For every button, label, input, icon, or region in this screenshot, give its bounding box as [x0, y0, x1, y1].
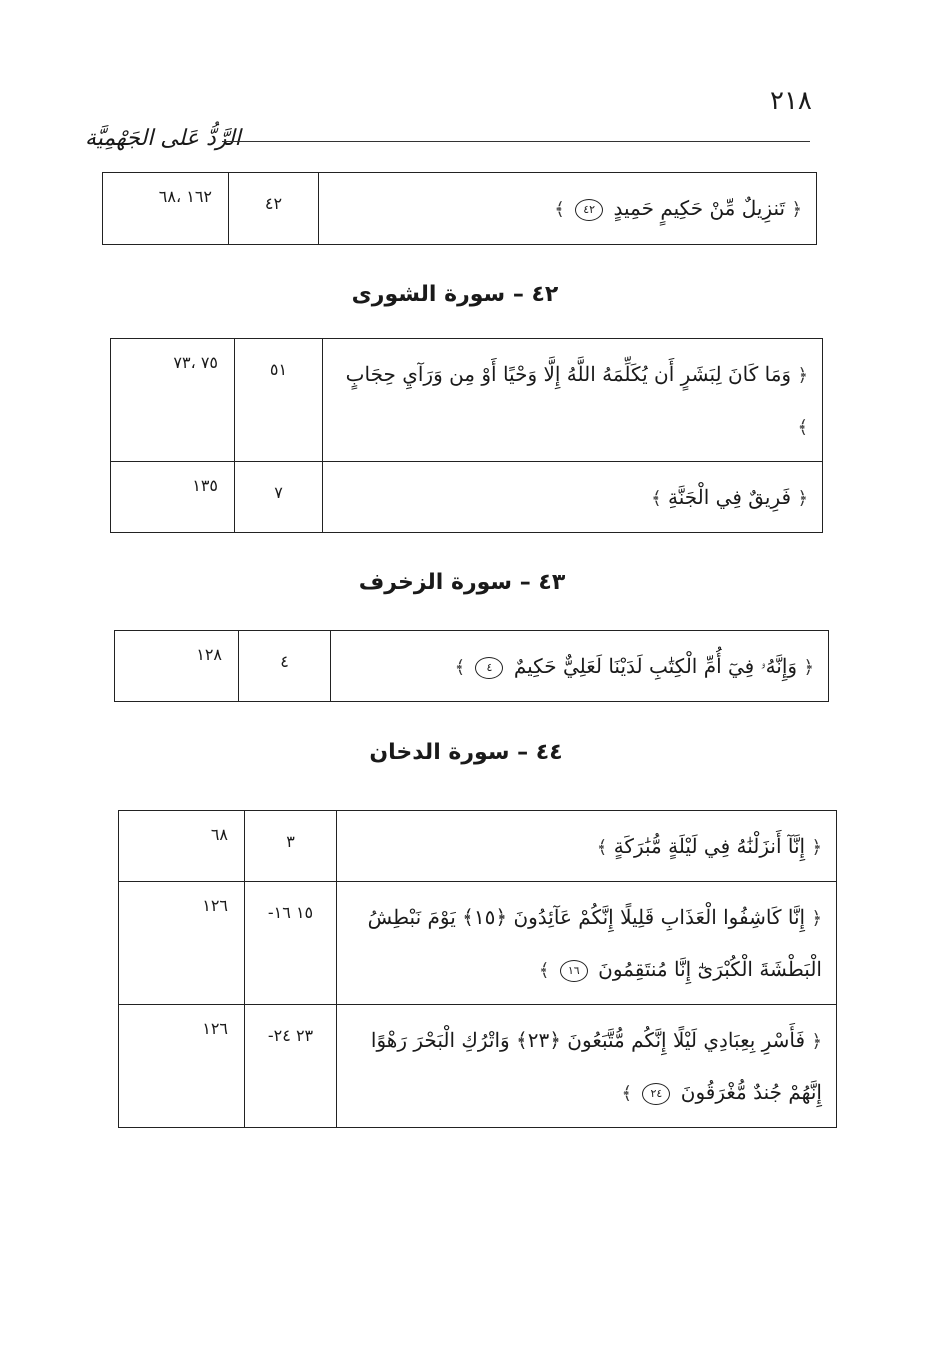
close-bracket: ﴾ — [621, 1083, 633, 1104]
open-bracket: ﴿ — [791, 199, 802, 220]
open-bracket: ﴿ — [797, 365, 808, 386]
verse-number-cell: ٥١ — [235, 339, 323, 462]
verse-text-cell — [319, 173, 817, 245]
close-bracket: ﴾ — [538, 960, 550, 981]
close-bracket: ﴾ — [454, 657, 466, 678]
table-row — [119, 1005, 837, 1128]
verse-number-cell: -٢٣ ٢٤ — [245, 1005, 337, 1128]
verse-text-cell — [337, 1005, 837, 1128]
page-number: ٢١٨ — [770, 86, 812, 116]
verse-text: وَمَا كَانَ لِبَشَرٍ أَن يُكَلِّمَهُ اللَّهُ إِلَّا وَحْيًا أَوْ مِن وَرَآيِ حِجَابٍ — [345, 362, 792, 386]
open-bracket: ﴿ — [811, 908, 822, 929]
verse-table-top — [102, 172, 817, 245]
verse-number-cell: -١٥ ١٦ — [245, 882, 337, 1005]
verse-text-cell — [323, 339, 823, 462]
verse-end-marker: ٢٤ — [642, 1083, 670, 1105]
table-row — [119, 811, 837, 882]
refs-cell: ١٢٦ — [119, 1005, 245, 1128]
open-bracket: ﴿ — [797, 488, 808, 509]
verse-text-cell — [337, 882, 837, 1005]
close-bracket: ﴾ — [554, 199, 565, 220]
close-bracket: ﴾ — [651, 488, 662, 509]
verse-text: فَأَسْرِ بِعِبَادِي لَيْلًا إِنَّكُم مُّتَّبَعُونَ ﴿٢٣﴾ وَاتْرُكِ الْبَحْرَ رَهْوًا إِنَّهُمْ جُندٌ مُّغْرَقُونَ — [370, 1028, 822, 1104]
verse-table-43 — [114, 630, 829, 702]
verse-text: تَنزِيلٌ مِّنْ حَكِيمٍ حَمِيدٍ — [613, 196, 786, 220]
verse-text-cell — [323, 462, 823, 533]
verse-end-marker: ٤٢ — [575, 199, 603, 221]
verse-end-marker: ١٦ — [560, 960, 588, 982]
verse-text-cell — [337, 811, 837, 882]
verse-end-marker: ٤ — [475, 657, 503, 679]
refs-cell: ٦٨ — [119, 811, 245, 882]
verse-table-44 — [118, 810, 837, 1128]
refs-cell: ٧٥ ،٧٣ — [111, 339, 235, 462]
table-row — [119, 882, 837, 1005]
verse-text: فَرِيقٌ فِي الْجَنَّةِ — [667, 485, 792, 509]
verse-text: وَإِنَّهُۥ فِيٓ أُمِّ الْكِتَٰبِ لَدَيْنَا لَعَلِيٌّ حَكِيمٌ — [513, 654, 798, 678]
refs-cell: ١٢٦ — [119, 882, 245, 1005]
surah-heading-42: ٤٢ – سورة الشورى — [351, 282, 559, 307]
open-bracket: ﴿ — [811, 837, 822, 858]
verse-text: إِنَّا كَاشِفُوا الْعَذَابِ قَلِيلًا إِنَّكُمْ عَآئِدُونَ ﴿١٥﴾ يَوْمَ نَبْطِشُ الْبَطْشَةَ الْكُبْرَىٰٓ إِنَّا مُنتَقِمُونَ — [367, 905, 822, 981]
table-row — [111, 339, 823, 462]
surah-heading-43: ٤٣ – سورة الزخرف — [358, 570, 566, 595]
close-bracket: ﴾ — [797, 417, 808, 438]
refs-cell: ١٣٥ — [111, 462, 235, 533]
table-row — [115, 631, 829, 702]
refs-cell: ١٢٨ — [115, 631, 239, 702]
refs-cell: ١٦٢ ،٦٨ — [103, 173, 229, 245]
verse-number-cell: ٣ — [245, 811, 337, 882]
close-bracket: ﴾ — [596, 837, 608, 858]
table-row — [103, 173, 817, 245]
surah-heading-44: ٤٤ – سورة الدخان — [369, 740, 563, 765]
table-row — [111, 462, 823, 533]
verse-table-42 — [110, 338, 823, 533]
running-header: الرَّدُّ عَلى الجَهْمِيَّة — [85, 126, 241, 151]
verse-text: إِنَّآ أَنزَلْنَٰهُ فِي لَيْلَةٍ مُّبَٰرَكَةٍ — [613, 834, 806, 858]
verse-text-cell — [331, 631, 829, 702]
verse-number-cell: ٧ — [235, 462, 323, 533]
open-bracket: ﴿ — [811, 1031, 822, 1052]
verse-number-cell: ٤٢ — [229, 173, 319, 245]
header-rule — [222, 141, 810, 142]
open-bracket: ﴿ — [803, 657, 814, 678]
verse-number-cell: ٤ — [239, 631, 331, 702]
